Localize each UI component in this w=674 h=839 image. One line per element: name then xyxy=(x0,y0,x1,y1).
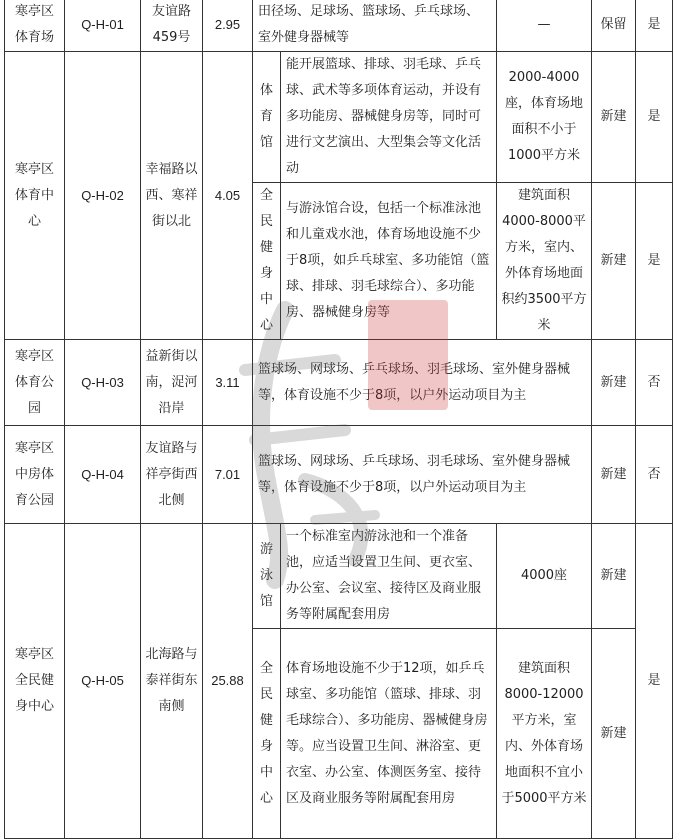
facility-name: 寒亭区体育公园 xyxy=(5,340,65,426)
facility-code: Q-H-02 xyxy=(65,52,141,340)
facility-location: 北海路与泰祥街东南侧 xyxy=(141,524,203,839)
facility-name: 寒亭区体育中心 xyxy=(5,52,65,340)
facility-location: 益新街以南，浞河沿岸 xyxy=(141,340,203,426)
table-row xyxy=(5,52,673,183)
facility-status: 新建 xyxy=(592,183,636,340)
facility-scale: 4000座 xyxy=(497,524,592,629)
facility-location: 友谊路459号 xyxy=(141,0,203,52)
facility-area: 3.11 xyxy=(203,340,253,426)
facility-flag: 否 xyxy=(636,340,673,426)
facility-name: 寒亭区全民健身中心 xyxy=(5,524,65,839)
facility-status: 新建 xyxy=(592,629,636,839)
facility-content: 体育场地设施不少于12项，如乒乓球室、多功能馆（篮球、排球、羽毛球综合）、多功能房、器械健身房等。应当设置卫生间、淋浴室、更衣室、办公室、体测医务室、接待区及商业服务等附属配套用房 xyxy=(281,629,497,839)
facility-status: 保留 xyxy=(592,0,636,52)
facility-code: Q-H-04 xyxy=(65,426,141,524)
facility-location: 幸福路以西、寒祥街以北 xyxy=(141,52,203,340)
facility-code: Q-H-05 xyxy=(65,524,141,839)
facility-area: 4.05 xyxy=(203,52,253,340)
facility-subtype: 全民健身中心 xyxy=(253,183,281,340)
facility-status: 新建 xyxy=(592,426,636,524)
facility-subtype: 游泳馆 xyxy=(253,524,281,629)
facility-flag: 否 xyxy=(636,426,673,524)
facility-scale: 建筑面积4000-8000平方米，室内、外体育场地面积约3500平方米 xyxy=(497,183,592,340)
facility-content: 能开展篮球、排球、羽毛球、乒乓球、武术等多项体育运动，并设有多功能房、器械健身房等，同时可进行文艺演出、大型集会等文化活动 xyxy=(281,52,497,183)
facility-status: 新建 xyxy=(592,340,636,426)
table-row xyxy=(5,426,673,524)
facility-subtype: 全民健身中心 xyxy=(253,629,281,839)
facility-content: 与游泳馆合设，包括一个标准泳池和儿童戏水池，体育场地设施不少于8项，如乒乓球室、多功能馆（篮球、排球、羽毛球综合）、多功能房、器械健身房等 xyxy=(281,183,497,340)
facility-location: 友谊路与祥亭街西北侧 xyxy=(141,426,203,524)
facility-status: 新建 xyxy=(592,524,636,629)
table-row xyxy=(5,340,673,426)
facility-scale: — xyxy=(497,0,592,52)
facility-code: Q-H-01 xyxy=(65,0,141,52)
table-row xyxy=(5,524,673,629)
facility-flag: 是 xyxy=(636,524,673,839)
facility-flag: 是 xyxy=(636,183,673,340)
facility-status: 新建 xyxy=(592,52,636,183)
facility-subtype: 体育馆 xyxy=(253,52,281,183)
facility-content: 田径场、足球场、篮球场、乒乓球场、室外健身器械等 xyxy=(253,0,497,52)
facility-scale: 建筑面积8000-12000平方米，室内、外体育场地面积不宜小于5000平方米 xyxy=(497,629,592,839)
facility-area: 7.01 xyxy=(203,426,253,524)
facility-name: 寒亭区体育场 xyxy=(5,0,65,52)
facility-flag: 是 xyxy=(636,52,673,183)
facility-content: 一个标准室内游泳池和一个准备池，应适当设置卫生间、更衣室、办公室、会议室、接待区及商业服务等附属配套用房 xyxy=(281,524,497,629)
facility-area: 2.95 xyxy=(203,0,253,52)
facility-content: 篮球场、网球场、乒乓球场、羽毛球场、室外健身器械等，体育设施不少于8项，以户外运动项目为主 xyxy=(253,426,592,524)
facility-name: 寒亭区中房体育公园 xyxy=(5,426,65,524)
facility-table xyxy=(4,0,673,839)
facility-scale: 2000-4000座，体育场地面积不小于1000平方米 xyxy=(497,52,592,183)
facility-code: Q-H-03 xyxy=(65,340,141,426)
facility-area: 25.88 xyxy=(203,524,253,839)
facility-flag: 是 xyxy=(636,0,673,52)
facility-content: 篮球场、网球场、乒乓球场、羽毛球场、室外健身器械等，体育设施不少于8项，以户外运动项目为主 xyxy=(253,340,592,426)
table-row xyxy=(5,0,673,52)
